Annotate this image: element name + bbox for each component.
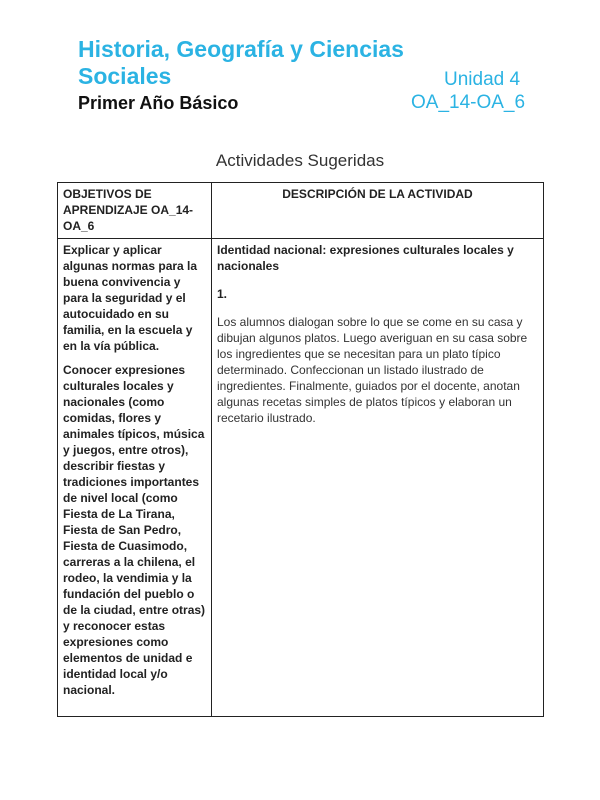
activity-title: Identidad nacional: expresiones culturales locales y nacionales: [217, 243, 514, 273]
unit-label: Unidad 4: [444, 69, 521, 90]
page-title-line2: Sociales: [78, 63, 172, 89]
objective-code: OA_14-OA_6: [411, 92, 526, 113]
section-heading: Actividades Sugeridas: [215, 151, 385, 170]
activity-cell: [212, 239, 544, 717]
objective-item: Explicar y aplicar algunas normas para la buena convivencia y para la seguridad y el autocuidado en su familia, en la escuela y en la vía pública.: [63, 243, 198, 353]
activities-table: [57, 182, 544, 717]
activity-text: Los alumnos dialogan sobre lo que se come en su casa y dibujan algunos platos. Luego averiguan en su casa sobre los ingredientes que se necesitan para un plato típico determinado. Confeccionan un listado ilustrado de ingredientes. Finalmente, guiados por el docente, anotan algunas recetas simples de platos típicos y elaboran un recetario ilustrado.: [217, 315, 528, 425]
page-title: [78, 36, 404, 90]
page-title-line1: Historia, Geografía y Ciencias: [78, 36, 404, 62]
table-header-row: [58, 183, 544, 239]
grade-label: Primer Año Básico: [78, 93, 239, 113]
activity-number: 1.: [217, 287, 228, 301]
table-row: [58, 239, 544, 717]
activity-description-header: DESCRIPCIÓN DE LA ACTIVIDAD: [212, 183, 544, 239]
objective-item: Conocer expresiones culturales locales y nacionales (como comidas, flores y animales típicos, música y juegos, entre otros), describir fiestas y tradiciones importantes de nivel local (como Fiesta de La Tirana, Fiesta de San Pedro, Fiesta de Cuasimodo, carreras a la chilena, el rodeo, la vendimia y la fundación del pueblo o de la ciudad, entre otras) y reconocer estas expresiones como elementos de unidad e identidad local y/o nacional.: [63, 363, 206, 697]
objectives-header: OBJETIVOS DE APRENDIZAJE OA_14-OA_6: [58, 183, 212, 239]
objectives-cell: [58, 239, 212, 717]
